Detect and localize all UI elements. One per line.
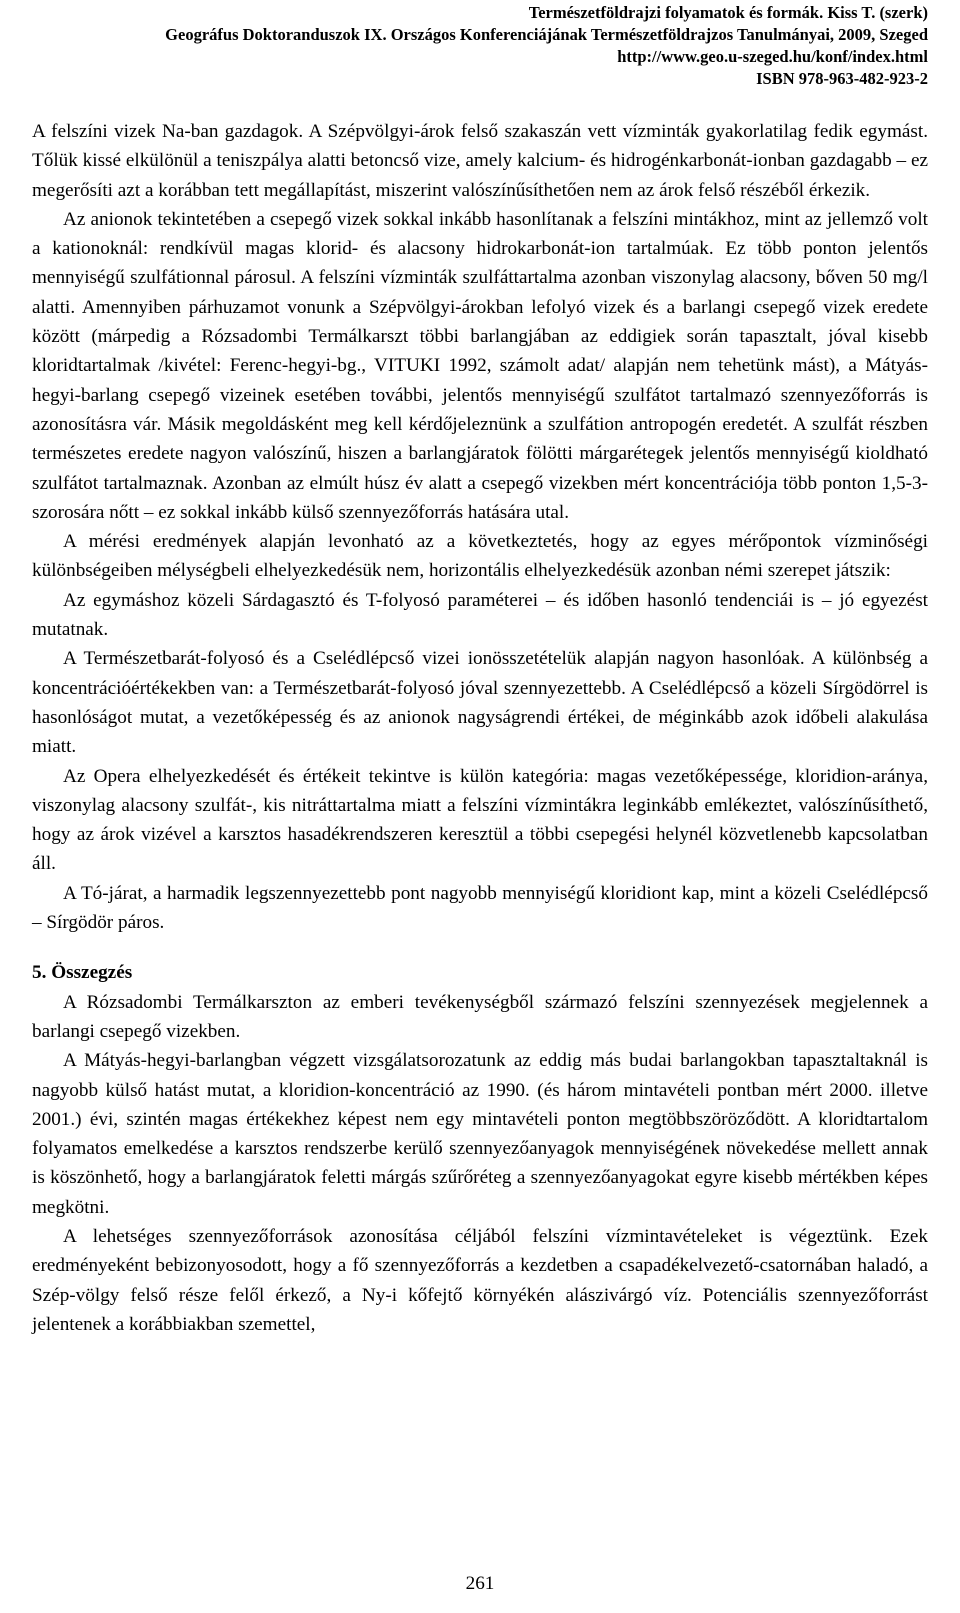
paragraph: Az anionok tekintetében a csepegő vizek sokkal inkább hasonlítanak a felszíni mintákhoz, mint az jellemző volt a kationoknál: rendkívül magas klorid- és alacsony hidrokarbonát-ion tartalmúak. Ez több ponton jelentős mennyiségű szulfátionnal párosul. A felszíni vízminták szulfáttartalma azonban viszonylag alacsony, bőven 50 mg/l alatti. Amennyiben párhuzamot vonunk a Szépvölgyi-árokban lefolyó vizek és a barlangi csepegő vizek eredete között (márpedig a Rózsadombi Termálkarszt többi barlangjában az eddigiek során tapasztalt, jóval kisebb kloridtartalmak /kivétel: Ferenc-hegyi-bg., VITUKI 1992, számolt adat/ alapján nem tehetünk mást), a Mátyás-hegyi-barlang csepegő vizeinek esetében további, jelentős mennyiségű szulfátot tartalmazó szennyezőforrás is azonosításra vár. Másik megoldásként meg kell kérdőjeleznünk a szulfátion antropogén eredetét. A szulfát részben természetes eredete nagyon valószínű, hiszen a barlangjáratok fölötti márgarétegek jelentős mennyiségű kioldható szulfátot tartalmaznak. Azonban az elmúlt húsz év alatt a csepegő vizekben mért koncentrációja több ponton 1,5-3-szorosára nőtt – ez sokkal inkább külső szennyezőforrás hatására utal. bbox=[32, 208, 928, 523]
running-header bbox=[165, 2, 928, 90]
paragraph: A Rózsadombi Termálkarszton az emberi tevékenységből származó felszíni szennyezések megjelennek a barlangi csepegő vizekben. bbox=[32, 991, 928, 1042]
paragraph: A Mátyás-hegyi-barlangban végzett vizsgálatsorozatunk az eddig más budai barlangokban tapasztaltaknál is nagyobb külső hatást mutat, a kloridion-koncentráció az 1990. (és három mintavételi pontban mért 2000. illetve 2001.) évi, szintén magas értékekhez képest nem egy mintavételi ponton megtöbbszöröződött. A kloridtartalom folyamatos emelkedése a karsztos rendszerbe kerülő szennyezőanyagok mennyiségének növekedése mellett annak is köszönhető, hogy a barlangjáratok feletti márgás szűrőréteg a szennyezőanyagokat egyre kisebb mértékben képes megkötni. bbox=[32, 1050, 928, 1218]
paragraph: Az Opera elhelyezkedését és értékeit tekintve is külön kategória: magas vezetőképessége, kloridion-aránya, viszonylag alacsony szulfát-, kis nitráttartalma miatt a felszíni vízmintákra leginkább emlékeztet, valószínűsíthető, hogy az árok vizével a karsztos hasadékrendszeren keresztül a többi csepegési helynél közvetlenebb kapcsolatban áll. bbox=[32, 765, 928, 875]
header-conference-title: Geográfus Doktoranduszok IX. Országos Konferenciájának Természetföldrajzos Tanulmányai, 2009, Szeged bbox=[165, 25, 928, 44]
header-url: http://www.geo.u-szeged.hu/konf/index.html bbox=[617, 47, 928, 66]
paragraph: Az egymáshoz közeli Sárdagasztó és T-folyosó paraméterei – és időben hasonló tendenciái is – jó egyezést mutatnak. bbox=[32, 589, 928, 641]
paragraph: A lehetséges szennyezőforrások azonosítása céljából felszíni vízmintavételeket is végeztünk. Ezek eredményeként bebizonyosodott, hogy a fő szennyezőforrás a kezdetben a csapadékelvezető-csatornában haladó, a Szép-völgy felső része felől érkező, a Ny-i kőfejtő környékén alászivárgó víz. Potenciális szennyezőforrást jelentenek a korábbiakban szemettel, bbox=[32, 1225, 928, 1335]
section-heading: 5. Összegzés bbox=[32, 962, 133, 984]
paragraph: A Természetbarát-folyosó és a Cselédlépcső vizei ionösszetételük alapján nagyon hasonlóak. A különbség a koncentrációértékekben van: a Természetbarát-folyosó jóval szennyezettebb. A Cselédlépcső a közeli Sírgödörrel is hasonlóságot mutat, a vezetőképesség és az anionok nagyságrendi értékei, de méginkább azok időbeli alakulása miatt. bbox=[32, 648, 928, 758]
header-book-title: Természetföldrajzi folyamatok és formák. Kiss T. (szerk) bbox=[528, 3, 928, 22]
paragraph: A mérési eredmények alapján levonható az a következtetés, hogy az egyes mérőpontok vízminőségi különbségeiben mélységbeli elhelyezkedésük nem, horizontális elhelyezkedésük azonban némi szerepet játszik: bbox=[32, 531, 928, 582]
body-text bbox=[32, 117, 928, 1339]
paragraph: A Tó-járat, a harmadik legszennyezettebb pont nagyobb mennyiségű kloridiont kap, mint a közeli Cselédlépcső – Sírgödör páros. bbox=[32, 882, 928, 934]
page-number: 261 bbox=[465, 1573, 495, 1594]
paragraph: A felszíni vizek Na-ban gazdagok. A Szépvölgyi-árok felső szakaszán vett vízminták gyakorlatilag fedik egymást. Tőlük kissé elkülönül a teniszpálya alatti betoncső vize, amely kalcium- és hidrogénkarbonát-ionban gazdagabb – ez megerősíti azt a korábban tett megállapítást, miszerint valószínűsíthetően nem az árok felső részéből érkezik. bbox=[32, 121, 928, 201]
header-isbn: ISBN 978-963-482-923-2 bbox=[756, 69, 928, 88]
